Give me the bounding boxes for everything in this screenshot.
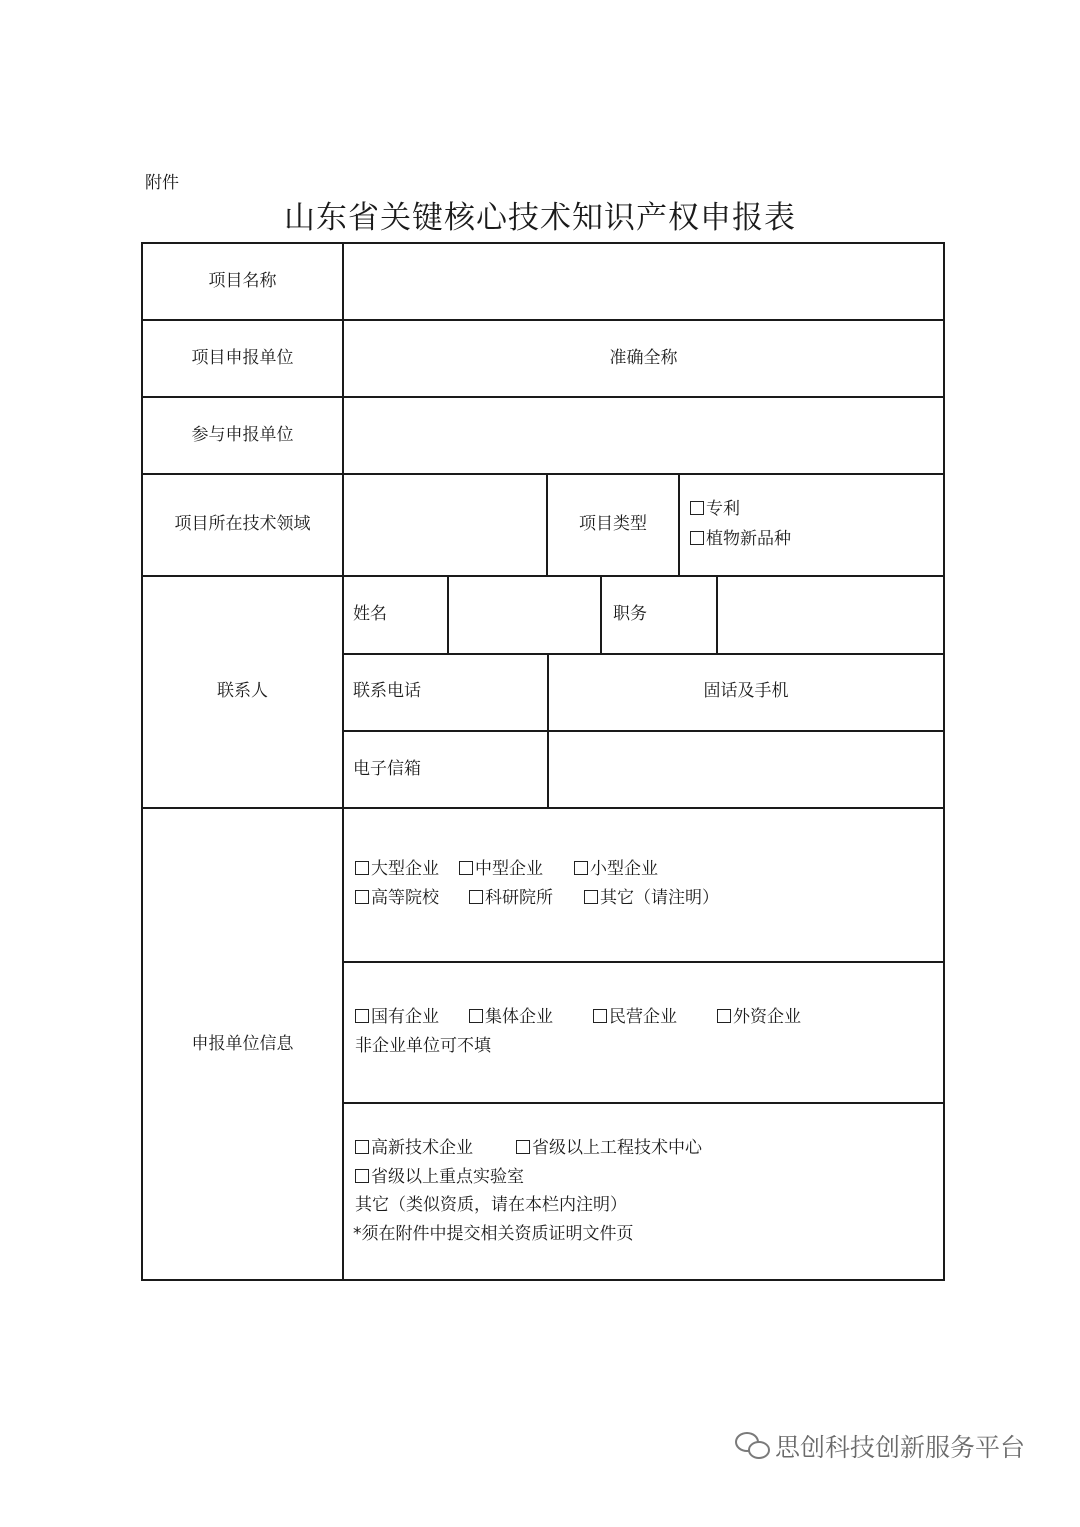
checkbox-icon	[355, 1169, 369, 1183]
project-name-label: 项目名称	[208, 271, 277, 291]
contact-name-label: 姓名	[353, 604, 387, 624]
contact-phone-label: 联系电话	[353, 681, 421, 701]
option-research-institute[interactable]: 科研院所	[469, 890, 553, 907]
option-patent[interactable]: 专利	[690, 501, 740, 518]
tech-field-label: 项目所在技术领域	[174, 514, 311, 534]
contact-position-label: 职务	[613, 604, 647, 624]
participant-field[interactable]	[344, 398, 943, 473]
contact-phone-field[interactable]: 固话及手机	[703, 681, 789, 701]
option-small-enterprise[interactable]: 小型企业	[574, 861, 658, 878]
checkbox-icon	[355, 1140, 369, 1154]
checkbox-icon	[690, 531, 704, 545]
option-high-tech[interactable]: 高新技术企业	[355, 1140, 473, 1157]
applicant-label: 项目申报单位	[191, 348, 294, 368]
contact-position-field[interactable]	[718, 577, 943, 653]
option-plant-variety[interactable]: 植物新品种	[690, 531, 791, 548]
qualification-note: *须在附件中提交相关资质证明文件页	[353, 1224, 634, 1244]
participant-label: 参与申报单位	[191, 425, 294, 445]
ownership-note: 非企业单位可不填	[355, 1036, 491, 1056]
checkbox-icon	[593, 1009, 607, 1023]
option-state-owned[interactable]: 国有企业	[355, 1009, 439, 1026]
option-private[interactable]: 民营企业	[593, 1009, 677, 1026]
checkbox-icon	[469, 890, 483, 904]
wechat-icon	[735, 1432, 771, 1460]
checkbox-icon	[469, 1009, 483, 1023]
option-medium-enterprise[interactable]: 中型企业	[459, 861, 543, 878]
checkbox-icon	[516, 1140, 530, 1154]
contact-label: 联系人	[217, 681, 268, 701]
project-name-field[interactable]	[344, 244, 943, 319]
option-key-lab[interactable]: 省级以上重点实验室	[355, 1169, 524, 1186]
checkbox-icon	[584, 890, 598, 904]
watermark	[735, 1428, 1025, 1464]
checkbox-icon	[355, 1009, 369, 1023]
attachment-label: 附件	[145, 173, 179, 193]
watermark-text: 思创科技创新服务平台	[775, 1433, 1026, 1462]
checkbox-icon	[355, 861, 369, 875]
checkbox-icon	[717, 1009, 731, 1023]
contact-email-field[interactable]	[549, 732, 943, 807]
form-title: 山东省关键核心技术知识产权申报表	[284, 200, 796, 236]
checkbox-icon	[355, 890, 369, 904]
option-foreign[interactable]: 外资企业	[717, 1009, 801, 1026]
checkbox-icon	[574, 861, 588, 875]
checkbox-icon	[690, 501, 704, 515]
checkbox-icon	[459, 861, 473, 875]
tech-field-field[interactable]	[344, 475, 546, 575]
option-collective[interactable]: 集体企业	[469, 1009, 553, 1026]
option-eng-tech-center[interactable]: 省级以上工程技术中心	[516, 1140, 702, 1157]
option-other-type[interactable]: 其它（请注明）	[584, 890, 719, 907]
application-form-table	[141, 242, 945, 1281]
project-type-label: 项目类型	[579, 514, 647, 534]
unit-info-label: 申报单位信息	[191, 1034, 294, 1054]
option-large-enterprise[interactable]: 大型企业	[355, 861, 439, 878]
contact-name-field[interactable]	[449, 577, 600, 653]
qualification-other[interactable]: 其它（类似资质，请在本栏内注明）	[355, 1195, 627, 1215]
contact-email-label: 电子信箱	[353, 759, 421, 779]
applicant-field[interactable]: 准确全称	[609, 348, 678, 368]
option-university[interactable]: 高等院校	[355, 890, 439, 907]
